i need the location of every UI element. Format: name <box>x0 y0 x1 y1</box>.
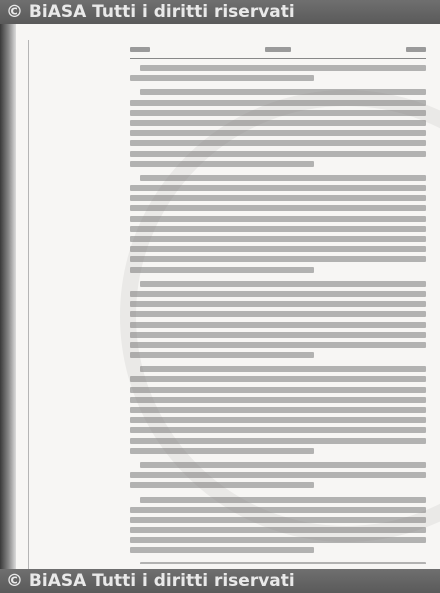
text-line-placeholder <box>130 417 426 423</box>
watermark-banner-top <box>0 0 440 24</box>
text-line-placeholder <box>130 438 426 444</box>
text-line-placeholder <box>130 195 426 201</box>
text-line-placeholder <box>130 332 426 338</box>
text-line-placeholder <box>130 267 314 273</box>
paragraph-gap <box>130 493 426 497</box>
text-line-placeholder <box>130 216 426 222</box>
watermark-text-bottom: © BiASA Tutti i diritti riservati <box>6 571 295 591</box>
text-line-placeholder <box>130 301 426 307</box>
text-line-placeholder <box>130 448 314 454</box>
text-line-placeholder <box>130 151 426 157</box>
text-line-placeholder <box>140 175 426 181</box>
text-line-placeholder <box>130 110 426 116</box>
text-line-placeholder <box>140 89 426 95</box>
text-line-placeholder <box>130 205 426 211</box>
page-number-placeholder <box>265 47 291 52</box>
text-line-placeholder <box>130 185 426 191</box>
watermark-text-top: © BiASA Tutti i diritti riservati <box>6 2 295 22</box>
text-line-placeholder <box>130 161 314 167</box>
text-line-placeholder <box>130 75 314 81</box>
text-line-placeholder <box>130 397 426 403</box>
running-header-right-placeholder <box>406 47 426 52</box>
text-line-placeholder <box>140 462 426 468</box>
page-gutter-line <box>28 40 29 569</box>
text-line-placeholder <box>140 366 426 372</box>
text-line-placeholder <box>140 65 426 71</box>
text-line-placeholder <box>130 407 426 413</box>
text-line-placeholder <box>130 507 426 513</box>
page-body <box>130 42 426 564</box>
text-line-placeholder <box>140 281 426 287</box>
text-line-placeholder <box>130 120 426 126</box>
text-line-placeholder <box>130 342 426 348</box>
running-header-left-placeholder <box>130 47 150 52</box>
text-line-placeholder <box>140 562 426 564</box>
body-text-placeholder <box>130 65 426 564</box>
text-line-placeholder <box>140 497 426 503</box>
text-line-placeholder <box>130 236 426 242</box>
watermark-banner-bottom <box>0 569 440 593</box>
text-line-placeholder <box>130 482 314 488</box>
text-line-placeholder <box>130 547 314 553</box>
text-line-placeholder <box>130 226 426 232</box>
text-line-placeholder <box>130 527 426 533</box>
text-line-placeholder <box>130 140 426 146</box>
header-rule <box>130 58 426 59</box>
text-line-placeholder <box>130 311 426 317</box>
book-spine-edge <box>0 24 16 569</box>
text-line-placeholder <box>130 427 426 433</box>
text-line-placeholder <box>130 291 426 297</box>
text-line-placeholder <box>130 537 426 543</box>
text-line-placeholder <box>130 246 426 252</box>
text-line-placeholder <box>130 256 426 262</box>
text-line-placeholder <box>130 130 426 136</box>
text-line-placeholder <box>130 100 426 106</box>
text-line-placeholder <box>130 322 426 328</box>
text-line-placeholder <box>130 517 426 523</box>
text-line-placeholder <box>130 472 426 478</box>
text-line-placeholder <box>130 352 314 358</box>
text-line-placeholder <box>130 387 426 393</box>
text-line-placeholder <box>130 376 426 382</box>
running-header <box>130 42 426 56</box>
